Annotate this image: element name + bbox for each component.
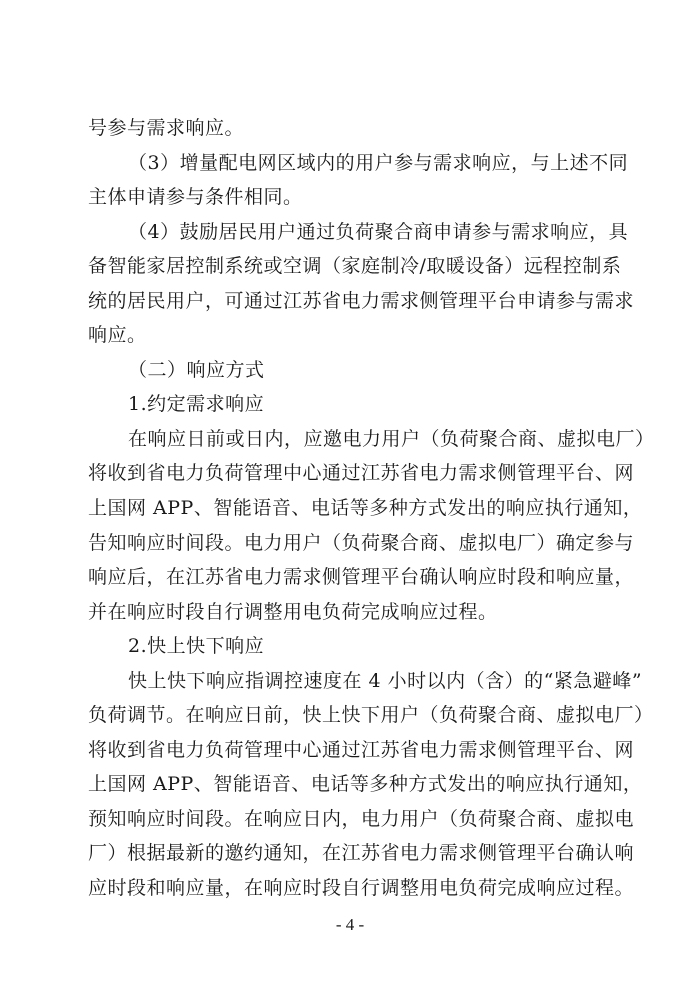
paragraph-line: 统的居民用户，可通过江苏省电力需求侧管理平台申请参与需求 (88, 289, 635, 312)
paragraph-line: 并在响应时段自行调整用电负荷完成响应过程。 (88, 600, 498, 623)
paragraph-line: 应时段和响应量，在响应时段自行调整用电负荷完成响应过程。 (88, 877, 635, 899)
paragraph-line: 负荷调节。在响应日前，快上快下用户（负荷聚合商、虚拟电厂） (88, 704, 654, 727)
paragraph-line: （3）增量配电网区域内的用户参与需求响应，与上述不同 (128, 151, 629, 174)
paragraph-line: 号参与需求响应。 (88, 117, 245, 139)
page-number: - 4 - (335, 915, 365, 934)
paragraph-line: 预知响应时间段。在响应日内，电力用户（负荷聚合商、虚拟电 (88, 807, 635, 830)
paragraph-line: 在响应日前或日内，应邀电力用户（负荷聚合商、虚拟电厂） (128, 427, 655, 450)
paragraph-line: 备智能家居控制系统或空调（家庭制冷/取暖设备）远程控制系 (88, 255, 622, 278)
paragraph-line: 主体申请参与条件相同。 (88, 186, 303, 209)
paragraph-line: 将收到省电力负荷管理中心通过江苏省电力需求侧管理平台、网 (88, 462, 635, 485)
paragraph-line: 响应后，在江苏省电力需求侧管理平台确认响应时段和响应量， (88, 566, 635, 589)
paragraph-line: 快上快下响应指调控速度在 4 小时以内（含）的“紧急避峰” (128, 669, 643, 692)
paragraph-line: 响应。 (88, 324, 147, 347)
paragraph-line: 厂）根据最新的邀约通知，在江苏省电力需求侧管理平台确认响 (88, 842, 635, 865)
subsection-heading: 2.快上快下响应 (128, 635, 265, 658)
section-heading: （二）响应方式 (128, 358, 265, 381)
paragraph-line: 上国网 APP、智能语音、电话等多种方式发出的响应执行通知， (88, 497, 643, 519)
paragraph-line: 将收到省电力负荷管理中心通过江苏省电力需求侧管理平台、网 (88, 738, 635, 761)
paragraph-line: 告知响应时间段。电力用户（负荷聚合商、虚拟电厂）确定参与 (88, 531, 635, 554)
paragraph-line: 上国网 APP、智能语音、电话等多种方式发出的响应执行通知， (88, 773, 643, 796)
subsection-heading: 1.约定需求响应 (128, 393, 265, 416)
paragraph-line: （4）鼓励居民用户通过负荷聚合商申请参与需求响应，具 (128, 220, 629, 243)
